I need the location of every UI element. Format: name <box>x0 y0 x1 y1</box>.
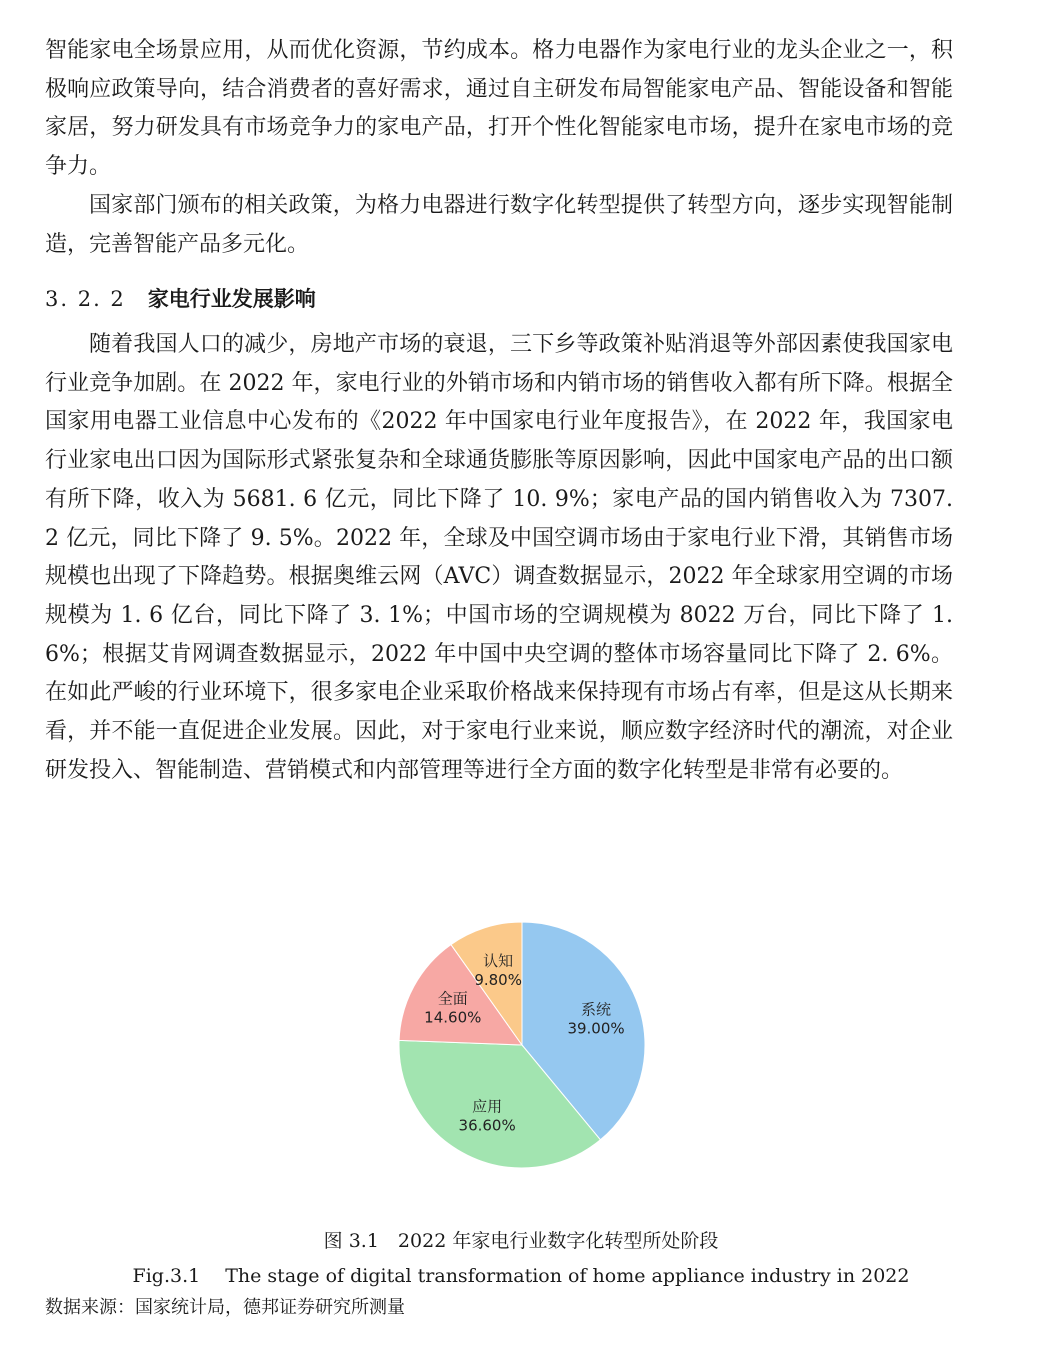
paragraph-3: 随着我国人口的减少，房地产市场的衰退，三下乡等政策补贴消退等外部因素使我国家电行业竞争加剧。在 2022 年，家电行业的外销市场和内销市场的销售收入都有所下降。根据全国家用电器工业信息中心发布的《2022 年中国家电行业年度报告》，在 2022 年，我国家电行业家电出口因为国际形式紧张复杂和全球通货膨胀等原因影响，因此中国家电产品的出口额有所下降，收入为 5681. 6 亿元，同比下降了 10. 9%；家电产品的国内销售收入为 7307. 2 亿元，同比下降了 9. 5%。2022 年，全球及中国空调市场由于家电行业下滑，其销售市场规模也出现了下降趋势。根据奥维云网（AVC）调查数据显示，2022 年全球家用空调的市场规模为 1. 6 亿台，同比下降了 3. 1%；中国市场的空调规模为 8022 万台，同比下降了 1. 6%；根据艾肯网调查数据显示，2022 年中国中央空调的整体市场容量同比下降了 2. 6%。在如此严峻的行业环境下，很多家电企业采取价格战来保持现有市场占有率，但是这从长期来看，并不能一直促进企业发展。因此，对于家电行业来说，顺应数字经济时代的潮流，对企业研发投入、智能制造、营销模式和内部管理等进行全方面的数字化转型是非常有必要的。 <box>45 332 953 783</box>
paragraph-1: 智能家电全场景应用，从而优化资源，节约成本。格力电器作为家电行业的龙头企业之一，积极响应政策导向，结合消费者的喜好需求，通过自主研发布局智能家电产品、智能设备和智能家居，努力研发具有市场竞争力的家电产品，打开个性化智能家电市场，提升在家电市场的竞争力。 <box>45 38 953 180</box>
pie-slice-label: 认知 <box>483 951 514 970</box>
section-number: 3. 2. 2 <box>45 287 126 311</box>
pie-slice-value-label: 14.60% <box>424 1008 482 1027</box>
data-source: 数据来源：国家统计局，德邦证券研究所测量 <box>45 1297 405 1318</box>
pie-slice-value-label: 9.80% <box>474 970 522 989</box>
pie-slice-label: 应用 <box>472 1097 503 1116</box>
figure-caption-cn: 图 3.1 2022 年家电行业数字化转型所处阶段 <box>323 1230 719 1252</box>
figure-caption-en: Fig.3.1 The stage of digital transformation of home appliance industry in 2022 <box>132 1265 910 1287</box>
pie-slice-value-label: 39.00% <box>567 1019 625 1038</box>
section-heading <box>45 281 316 317</box>
paragraph-2: 国家部门颁布的相关政策，为格力电器进行数字化转型提供了转型方向，逐步实现智能制造，完善智能产品多元化。 <box>45 193 953 257</box>
pie-slice-value-label: 36.60% <box>458 1116 516 1135</box>
pie-slice-label: 系统 <box>581 1000 612 1019</box>
pie-slice-label: 全面 <box>437 989 468 1008</box>
section-title: 家电行业发展影响 <box>147 287 316 311</box>
pie-chart <box>380 905 660 1185</box>
